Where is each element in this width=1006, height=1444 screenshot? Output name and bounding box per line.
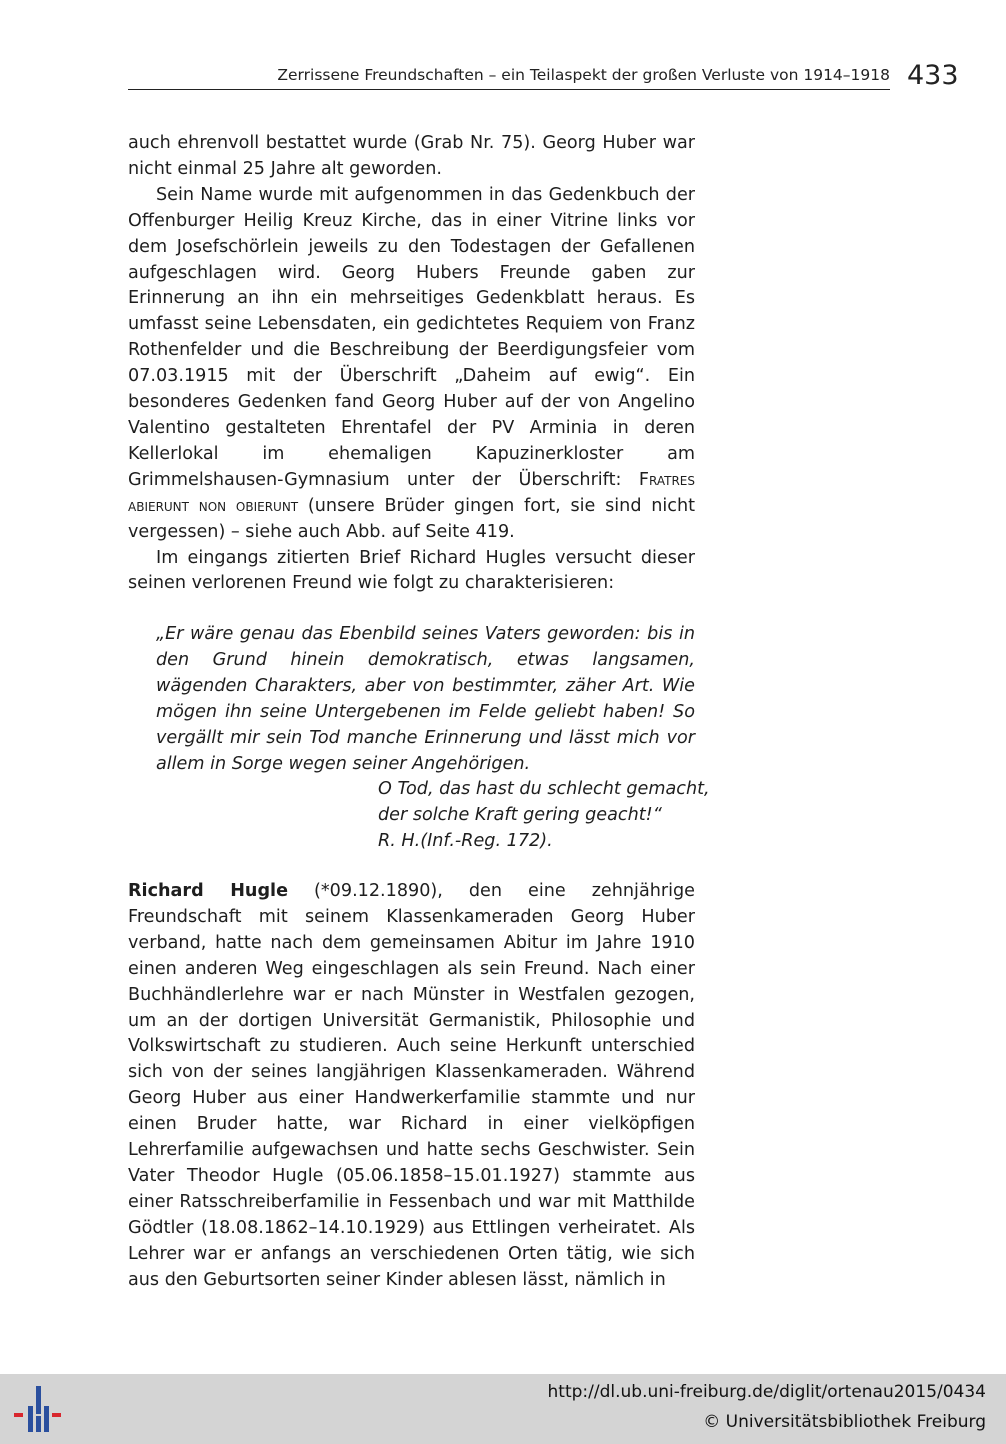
- running-header: [128, 62, 890, 90]
- latin-motto: Fratres abierunt non obierunt: [128, 469, 695, 516]
- ub-freiburg-logo-icon: [12, 1384, 64, 1436]
- paragraph-2-tail: (unsere Brüder gingen fort, sie sind nicht vergessen) – siehe auch Abb. auf Seite 419.: [128, 495, 696, 542]
- block-quote: „Er wäre genau das Ebenbild seines Vaters geworden: bis in den Grund hinein demokratisch, etwas langsamen, wägenden Charakters, aber von bestimmter, zäher Art. Wie mögen ihn seine Untergebenen im Felde geliebt haben! So vergällt mir sein Tod manche Erinnerung und lässt mich vor allem in Sorge wegen seiner Angehörigen.: [156, 624, 695, 774]
- paragraph-1: auch ehrenvoll bestattet wurde (Grab Nr. 75). Georg Huber war nicht einmal 25 Jahre alt geworden.: [128, 133, 695, 179]
- paragraph-3: Im eingangs zitierten Brief Richard Hugles versucht dieser seinen verlorenen Freund wie folgt zu charakterisieren:: [128, 547, 695, 594]
- quote-signature: R. H.(Inf.-Reg. 172).: [378, 830, 553, 851]
- paragraph-2-text: Sein Name wurde mit aufgenommen in das Gedenkbuch der Offenburger Heilig Kreuz Kirche, das in einer Vitrine links vor dem Josefschörlein jeweils zu den Todestagen der Gefallenen aufgeschlagen wird. Georg Hubers Freunde gaben zur Erinnerung an ihn ein mehrseitiges Gedenkblatt heraus. Es umfasst seine Lebensdaten, ein gedichtetes Requiem von Franz Rothenfelder und die Beschreibung der Beerdigungsfeier vom 07.03.1915 mit der Überschrift „Daheim auf ewig“. Ein besonderes Gedenken fand Georg Huber auf der von Angelino Valentino gestalteten Ehrentafel der PV Arminia in deren Kellerlokal im ehemaligen Kapuzinerkloster am Grimmelshausen-Gymnasium unter der Überschrift:: [128, 184, 695, 490]
- footer-bar: [0, 1374, 1006, 1444]
- paragraph-4-text: (*09.12.1890), den eine zehnjährige Freundschaft mit seinem Klassenkameraden Georg Huber verband, hatte nach dem gemeinsamen Abitur im Jahre 1910 einen anderen Weg eingeschlagen als sein Freund. Nach einer Buchhändlerlehre war er nach Münster in Westfalen gezogen, um an der dortigen Universität Germanistik, Philosophie und Volkswirtschaft zu studieren. Auch seine Herkunft unterschied sich von der seines langjährigen Klassenkameraden. Während Georg Huber aus einer Handwerkerfamilie stammte und nur einen Bruder hatte, war Richard in einer vielköpfigen Lehrerfamilie aufgewachsen und hatte sechs Geschwister. Sein Vater Theodor Hugle (05.06.1858–15.01.1927) stammte aus einer Ratsschreiberfamilie in Fessenbach und war mit Matthilde Gödtler (18.08.1862–14.10.1929) aus Ettlingen verheiratet. Als Lehrer war er anfangs an verschiedenen Orten tätig, wie sich aus den Geburtsorten seiner Kinder ablesen lässt, nämlich in: [128, 881, 695, 1290]
- paragraph-2: [128, 183, 695, 546]
- person-name: Richard Hugle: [128, 881, 289, 901]
- paragraph-4: [128, 879, 695, 1294]
- verse-line-1: O Tod, das hast du schlecht gemacht,: [378, 779, 710, 799]
- copyright-notice: © Universitätsbibliothek Freiburg: [703, 1412, 986, 1432]
- quote-verse: [378, 777, 710, 855]
- running-title: Zerrissene Freundschaften – ein Teilaspekt der großen Verluste von 1914–1918: [277, 66, 890, 84]
- verse-line-2: der solche Kraft gering geacht!“: [378, 804, 662, 825]
- page-number: 433: [907, 60, 959, 91]
- permalink-url[interactable]: http://dl.ub.uni-freiburg.de/diglit/ortenau2015/0434: [547, 1382, 986, 1402]
- body-text-block-2: [128, 879, 695, 1294]
- body-text-block-1: [128, 131, 695, 597]
